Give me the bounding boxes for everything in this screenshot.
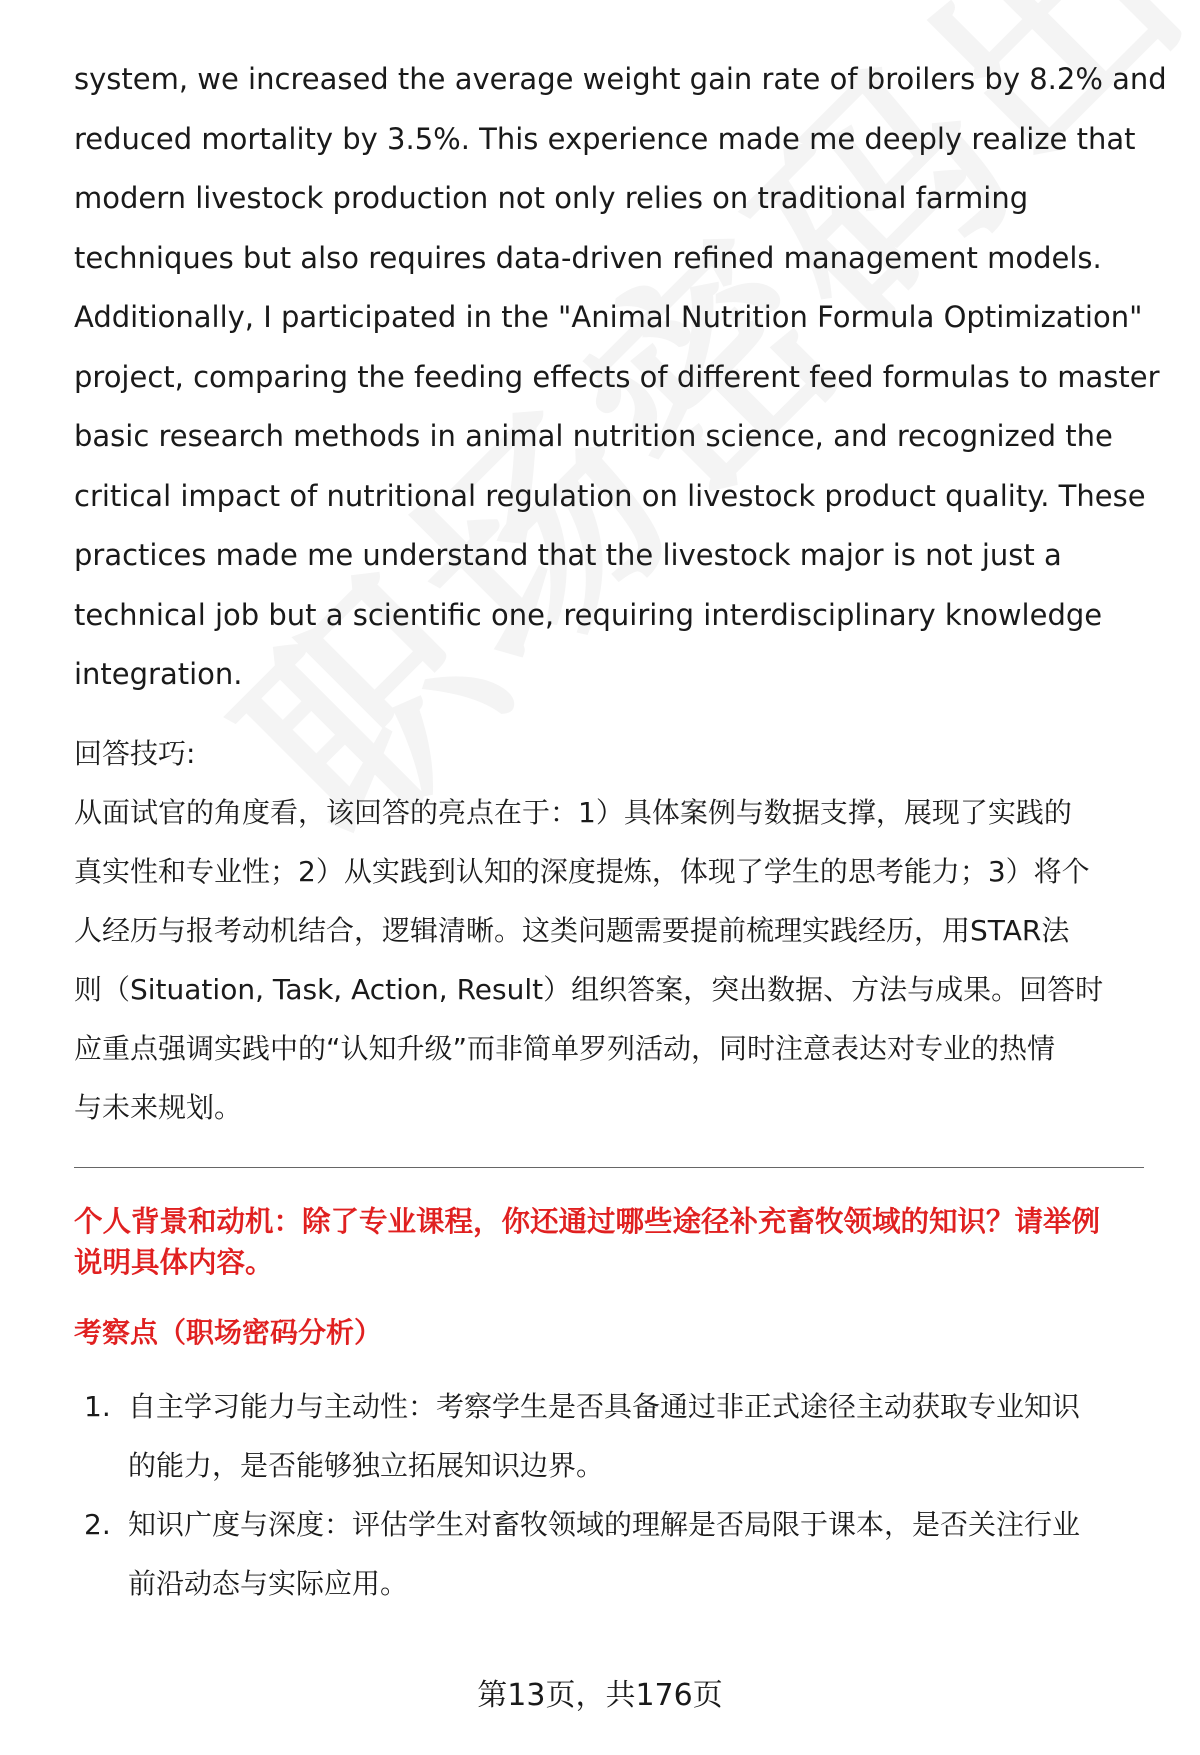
- list-item-line: 知识广度与深度：评估学生对畜牧领域的理解是否局限于课本，是否关注行业: [128, 1507, 1081, 1541]
- question-line: 说明具体内容。: [74, 1245, 274, 1279]
- paragraph-line: practices made me understand that the livestock major is not just a: [74, 538, 1062, 572]
- list-item-line: 自主学习能力与主动性：考察学生是否具备通过非正式途径主动获取专业知识: [128, 1389, 1081, 1423]
- paragraph-line: integration.: [74, 657, 243, 691]
- list-item-line: 前沿动态与实际应用。: [128, 1566, 409, 1600]
- question-line: 个人背景和动机：除了专业课程，你还通过哪些途径补充畜牧领域的知识？请举例: [74, 1204, 1101, 1238]
- exam-points-title: 考察点（职场密码分析）: [74, 1315, 383, 1349]
- list-number: 1.: [84, 1389, 111, 1423]
- tips-line: 从面试官的角度看，该回答的亮点在于：1）具体案例与数据支撑，展现了实践的: [74, 795, 1072, 829]
- tips-line: 人经历与报考动机结合，逻辑清晰。这类问题需要提前梳理实践经历，用STAR法: [74, 913, 1070, 947]
- paragraph-line: technical job but a scientific one, requiring interdisciplinary knowledge: [74, 597, 1103, 632]
- list-number: 2.: [84, 1507, 111, 1541]
- paragraph-line: critical impact of nutritional regulation on livestock product quality. These: [74, 478, 1146, 513]
- tips-line: 则（Situation, Task, Action, Result）组织答案，突出数据、方法与成果。回答时: [74, 972, 1104, 1006]
- list-item: [74, 1495, 1144, 1613]
- list-item-line: 的能力，是否能够独立拓展知识边界。: [128, 1448, 605, 1482]
- page-footer: 第13页，共176页: [477, 1678, 723, 1713]
- tips-body: [74, 783, 1144, 1137]
- paragraph-line: techniques but also requires data-driven refined management models.: [74, 240, 1102, 275]
- list-item: [74, 1377, 1144, 1495]
- paragraph-line: system, we increased the average weight gain rate of broilers by 8.2% and: [74, 62, 1167, 96]
- paragraph-line: basic research methods in animal nutrition science, and recognized the: [74, 419, 1113, 453]
- tips-label: 回答技巧:: [74, 736, 196, 770]
- document-page: [74, 50, 1167, 1613]
- tips-line: 真实性和专业性；2）从实践到认知的深度提炼，体现了学生的思考能力；3）将个: [74, 854, 1090, 888]
- paragraph-line: modern livestock production not only relies on traditional farming: [74, 181, 1029, 215]
- section-divider: [74, 1167, 1144, 1168]
- answer-paragraph: [74, 50, 1167, 705]
- exam-points-list: [74, 1377, 1144, 1613]
- question-heading: [74, 1201, 1144, 1283]
- tips-line: 应重点强调实践中的“认知升级”而非简单罗列活动，同时注意表达对专业的热情: [74, 1031, 1056, 1065]
- paragraph-line: Additionally, I participated in the "Animal Nutrition Formula Optimization": [74, 300, 1143, 334]
- paragraph-line: reduced mortality by 3.5%. This experience made me deeply realize that: [74, 121, 1136, 156]
- tips-line: 与未来规划。: [74, 1090, 243, 1124]
- paragraph-line: project, comparing the feeding effects of different feed formulas to master: [74, 359, 1160, 394]
